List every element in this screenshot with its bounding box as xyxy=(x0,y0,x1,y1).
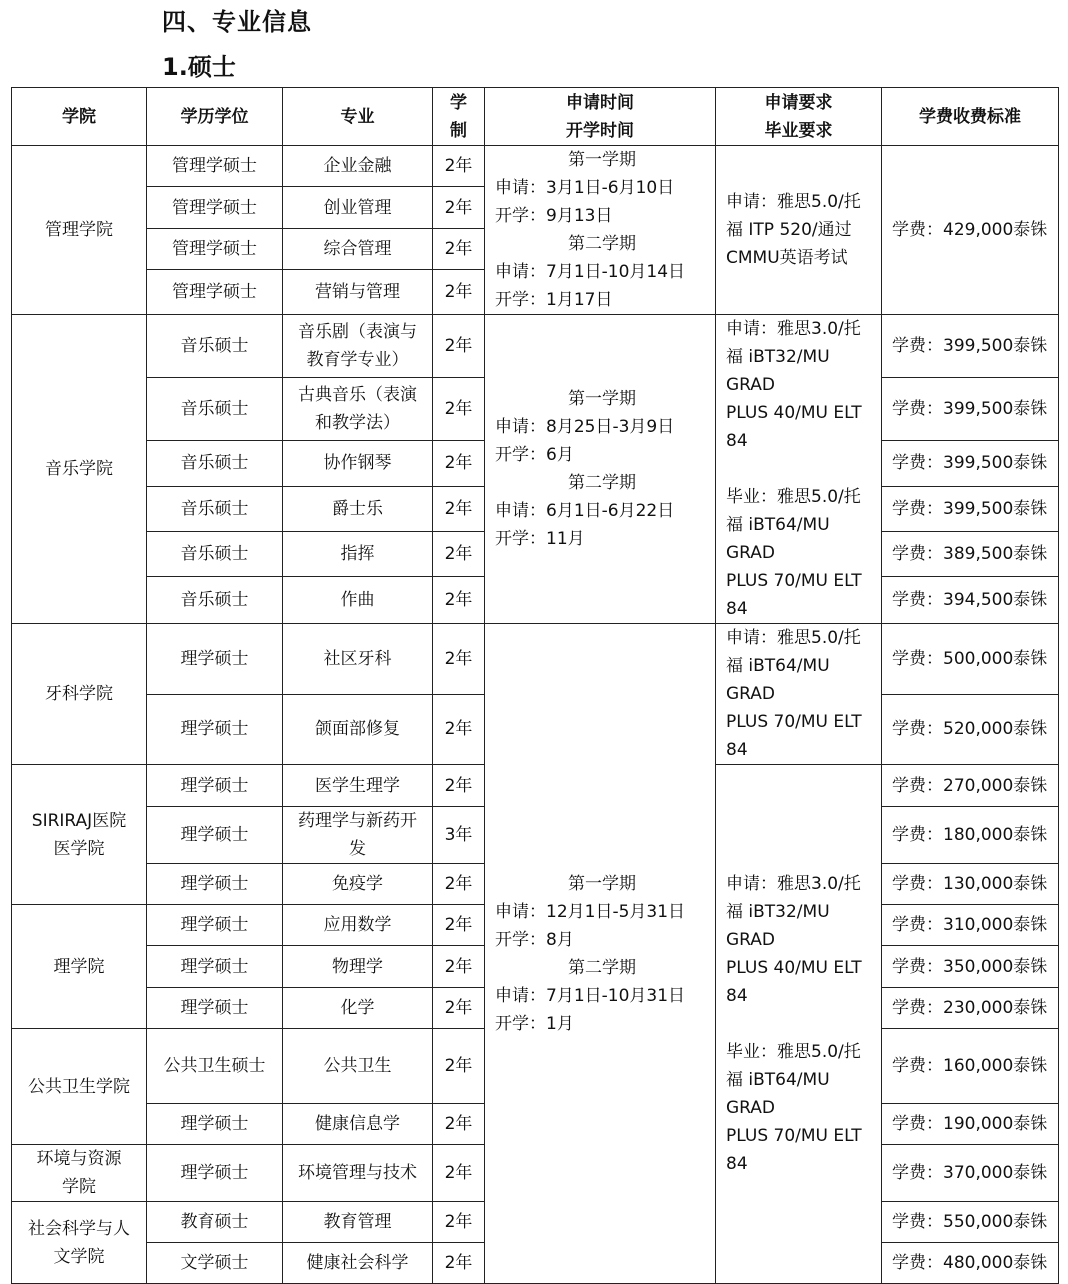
degree-cell: 管理学硕士 xyxy=(147,270,283,315)
masters-programs-table xyxy=(11,87,1059,1284)
fee-cell: 学费：480,000泰铢 xyxy=(882,1243,1059,1284)
duration-cell: 2年 xyxy=(433,624,485,695)
semester-1-label: 第一学期 xyxy=(568,873,636,894)
college-cell: 社会科学与人 文学院 xyxy=(12,1202,147,1284)
fee-cell: 学费：270,000泰铢 xyxy=(882,765,1059,807)
major-cell: 医学生理学 xyxy=(283,765,433,807)
duration-cell: 2年 xyxy=(433,187,485,228)
major-cell: 健康社会科学 xyxy=(283,1243,433,1284)
college-cell: 音乐学院 xyxy=(12,315,147,624)
fee-cell: 学费：370,000泰铢 xyxy=(882,1145,1059,1202)
duration-cell: 2年 xyxy=(433,765,485,807)
degree-cell: 理学硕士 xyxy=(147,807,283,864)
major-cell: 颌面部修复 xyxy=(283,694,433,765)
duration-cell: 2年 xyxy=(433,988,485,1029)
degree-cell: 理学硕士 xyxy=(147,1104,283,1145)
degree-cell: 管理学硕士 xyxy=(147,146,283,187)
major-cell: 企业金融 xyxy=(283,146,433,187)
major-cell: 免疫学 xyxy=(283,864,433,905)
major-cell: 应用数学 xyxy=(283,905,433,946)
table-row xyxy=(12,146,1059,187)
degree-cell: 管理学硕士 xyxy=(147,187,283,228)
semester-1-application: 申请：8月25日-3月9日 xyxy=(495,417,675,437)
degree-cell: 音乐硕士 xyxy=(147,577,283,624)
fee-cell: 学费：160,000泰铢 xyxy=(882,1029,1059,1104)
duration-cell: 2年 xyxy=(433,1104,485,1145)
major-cell: 协作钢琴 xyxy=(283,441,433,486)
degree-cell: 教育硕士 xyxy=(147,1202,283,1243)
semester-1-label: 第一学期 xyxy=(568,150,636,170)
semester-1-start: 开学：9月13日 xyxy=(495,206,613,226)
degree-cell: 音乐硕士 xyxy=(147,486,283,531)
header-major: 专业 xyxy=(283,88,433,146)
semester-2-application: 申请：6月1日-6月22日 xyxy=(495,501,675,521)
degree-cell: 音乐硕士 xyxy=(147,378,283,441)
duration-cell: 2年 xyxy=(433,441,485,486)
table-row xyxy=(12,624,1059,695)
section-title: 四、专业信息 xyxy=(162,8,312,36)
duration-cell: 2年 xyxy=(433,486,485,531)
major-cell: 环境管理与技术 xyxy=(283,1145,433,1202)
fee-cell: 学费：500,000泰铢 xyxy=(882,624,1059,695)
major-cell: 爵士乐 xyxy=(283,486,433,531)
major-cell: 公共卫生 xyxy=(283,1029,433,1104)
application-time-cell xyxy=(485,146,716,315)
duration-cell: 2年 xyxy=(433,694,485,765)
degree-cell: 理学硕士 xyxy=(147,1145,283,1202)
college-cell: 牙科学院 xyxy=(12,624,147,765)
degree-cell: 音乐硕士 xyxy=(147,532,283,577)
semester-1-application: 申请：12月1日-5月31日 xyxy=(495,901,686,922)
fee-cell: 学费：310,000泰铢 xyxy=(882,905,1059,946)
duration-cell: 2年 xyxy=(433,315,485,378)
degree-cell: 音乐硕士 xyxy=(147,315,283,378)
major-cell: 古典音乐（表演 和教学法） xyxy=(283,378,433,441)
fee-cell: 学费：550,000泰铢 xyxy=(882,1202,1059,1243)
college-cell: 环境与资源 学院 xyxy=(12,1145,147,1202)
degree-cell: 理学硕士 xyxy=(147,988,283,1029)
degree-cell: 理学硕士 xyxy=(147,694,283,765)
semester-2-application: 申请：7月1日-10月31日 xyxy=(495,985,686,1006)
duration-cell: 2年 xyxy=(433,378,485,441)
semester-2-label: 第二学期 xyxy=(568,234,636,254)
degree-cell: 理学硕士 xyxy=(147,864,283,905)
duration-cell: 3年 xyxy=(433,807,485,864)
requirements-cell: 申请：雅思3.0/托 福 iBT32/MU GRAD PLUS 40/MU ELT 84 毕业：雅思5.0/托 福 iBT64/MU GRAD PLUS 70/MU ELT 84 xyxy=(716,765,882,1284)
header-time: 申请时间 开学时间 xyxy=(485,88,716,146)
fee-cell: 学费：180,000泰铢 xyxy=(882,807,1059,864)
degree-cell: 理学硕士 xyxy=(147,946,283,988)
degree-cell: 公共卫生硕士 xyxy=(147,1029,283,1104)
semester-2-label: 第二学期 xyxy=(568,473,636,493)
fee-cell: 学费：429,000泰铢 xyxy=(882,146,1059,315)
major-cell: 综合管理 xyxy=(283,228,433,269)
duration-cell: 2年 xyxy=(433,905,485,946)
college-cell: 公共卫生学院 xyxy=(12,1029,147,1145)
degree-cell: 理学硕士 xyxy=(147,905,283,946)
requirements-cell: 申请：雅思3.0/托 福 iBT32/MU GRAD PLUS 40/MU ELT 84 毕业：雅思5.0/托 福 iBT64/MU GRAD PLUS 70/MU ELT 84 xyxy=(716,315,882,624)
fee-cell: 学费：399,500泰铢 xyxy=(882,378,1059,441)
degree-cell: 文学硕士 xyxy=(147,1243,283,1284)
header-fee: 学费收费标准 xyxy=(882,88,1059,146)
semester-2-start: 开学：1月 xyxy=(495,1013,574,1034)
application-time-cell xyxy=(485,315,716,624)
major-cell: 化学 xyxy=(283,988,433,1029)
duration-cell: 2年 xyxy=(433,1243,485,1284)
header-row xyxy=(12,88,1059,146)
college-cell: SIRIRAJ医院 医学院 xyxy=(12,765,147,905)
duration-cell: 2年 xyxy=(433,864,485,905)
header-college: 学院 xyxy=(12,88,147,146)
semester-1-start: 开学：8月 xyxy=(495,929,574,950)
major-cell: 物理学 xyxy=(283,946,433,988)
fee-cell: 学费：230,000泰铢 xyxy=(882,988,1059,1029)
degree-cell: 理学硕士 xyxy=(147,765,283,807)
fee-cell: 学费：130,000泰铢 xyxy=(882,864,1059,905)
header-requirements: 申请要求 毕业要求 xyxy=(716,88,882,146)
requirements-cell: 申请：雅思5.0/托 福 iBT64/MU GRAD PLUS 70/MU ELT 84 xyxy=(716,624,882,765)
major-cell: 音乐剧（表演与 教育学专业） xyxy=(283,315,433,378)
semester-1-label: 第一学期 xyxy=(568,389,636,409)
semester-1-application: 申请：3月1日-6月10日 xyxy=(495,178,675,198)
fee-cell: 学费：520,000泰铢 xyxy=(882,694,1059,765)
duration-cell: 2年 xyxy=(433,228,485,269)
duration-cell: 2年 xyxy=(433,577,485,624)
fee-cell: 学费：394,500泰铢 xyxy=(882,577,1059,624)
duration-cell: 2年 xyxy=(433,1145,485,1202)
college-cell: 理学院 xyxy=(12,905,147,1029)
duration-cell: 2年 xyxy=(433,1029,485,1104)
requirements-cell: 申请：雅思5.0/托 福 ITP 520/通过 CMMU英语考试 xyxy=(716,146,882,315)
major-cell: 药理学与新药开 发 xyxy=(283,807,433,864)
fee-cell: 学费：399,500泰铢 xyxy=(882,441,1059,486)
major-cell: 作曲 xyxy=(283,577,433,624)
major-cell: 教育管理 xyxy=(283,1202,433,1243)
fee-cell: 学费：350,000泰铢 xyxy=(882,946,1059,988)
degree-cell: 管理学硕士 xyxy=(147,228,283,269)
major-cell: 健康信息学 xyxy=(283,1104,433,1145)
fee-cell: 学费：399,500泰铢 xyxy=(882,486,1059,531)
table-row xyxy=(12,315,1059,378)
duration-cell: 2年 xyxy=(433,146,485,187)
degree-cell: 理学硕士 xyxy=(147,624,283,695)
duration-cell: 2年 xyxy=(433,532,485,577)
duration-cell: 2年 xyxy=(433,946,485,988)
semester-2-start: 开学：11月 xyxy=(495,529,585,549)
major-cell: 营销与管理 xyxy=(283,270,433,315)
college-cell: 管理学院 xyxy=(12,146,147,315)
degree-cell: 音乐硕士 xyxy=(147,441,283,486)
duration-cell: 2年 xyxy=(433,270,485,315)
semester-2-application: 申请：7月1日-10月14日 xyxy=(495,262,686,282)
major-cell: 创业管理 xyxy=(283,187,433,228)
fee-cell: 学费：389,500泰铢 xyxy=(882,532,1059,577)
header-duration: 学 制 xyxy=(433,88,485,146)
application-time-cell xyxy=(485,624,716,1284)
semester-1-start: 开学：6月 xyxy=(495,445,574,465)
major-cell: 社区牙科 xyxy=(283,624,433,695)
duration-cell: 2年 xyxy=(433,1202,485,1243)
major-cell: 指挥 xyxy=(283,532,433,577)
semester-2-label: 第二学期 xyxy=(568,957,636,978)
semester-2-start: 开学：1月17日 xyxy=(495,290,613,310)
header-degree: 学历学位 xyxy=(147,88,283,146)
subsection-title: 1.硕士 xyxy=(162,53,236,81)
fee-cell: 学费：190,000泰铢 xyxy=(882,1104,1059,1145)
fee-cell: 学费：399,500泰铢 xyxy=(882,315,1059,378)
